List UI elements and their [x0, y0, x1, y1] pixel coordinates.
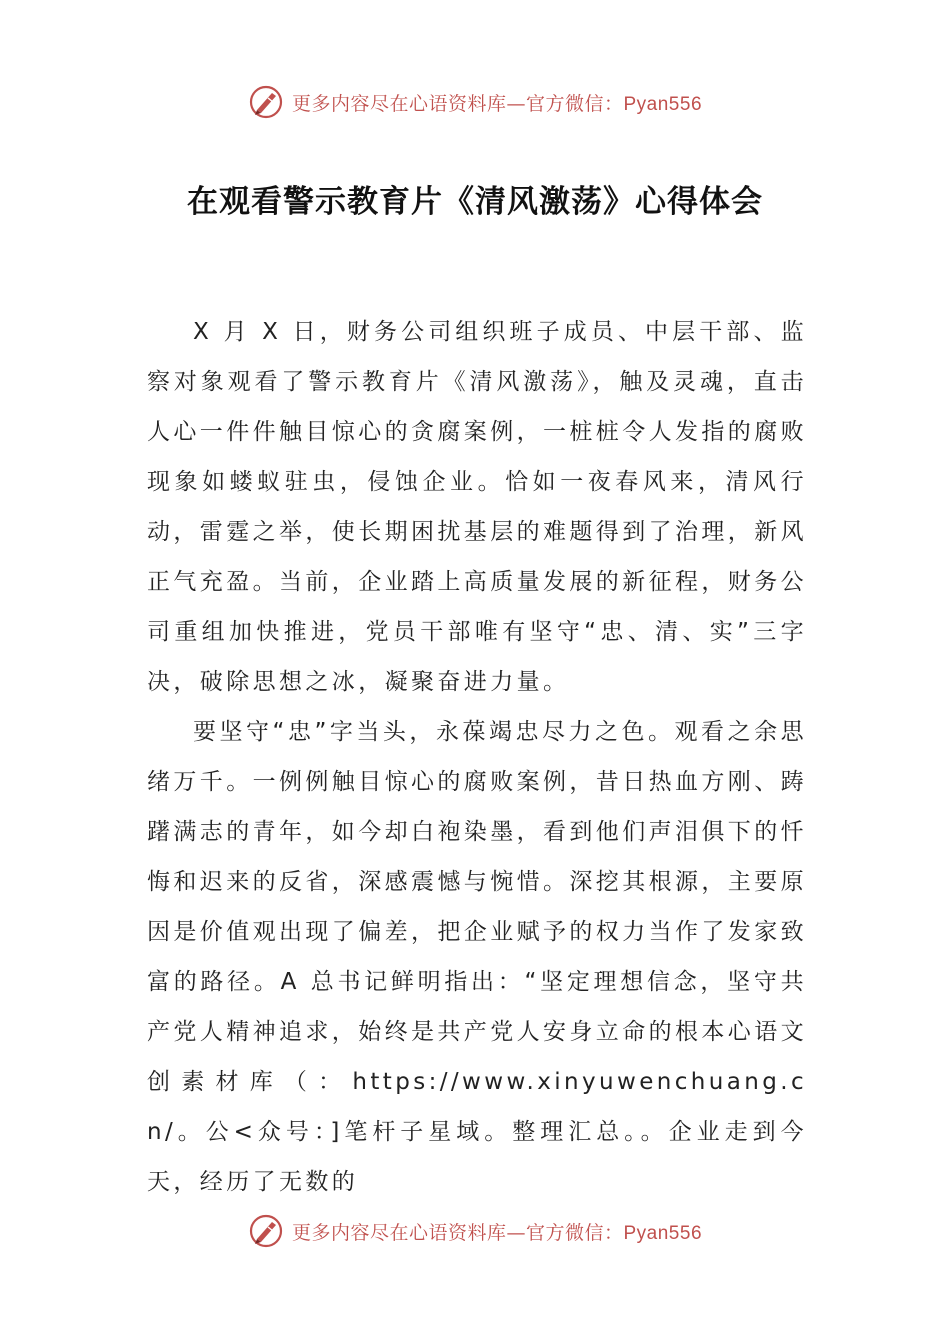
footer-banner-contact: 官方微信：Pyan556	[526, 1222, 703, 1244]
pen-logo-icon	[248, 1213, 284, 1249]
paragraph-1: X 月 X 日，财务公司组织班子成员、中层干部、监察对象观看了警示教育片《清风激荡》，触及灵魂，直击人心一件件触目惊心的贪腐案例，一桩桩令人发指的腐败现象如蝼蚁驻虫，侵蚀企业。恰如一夜春风来，清风行动，雷霆之举，使长期困扰基层的难题得到了治理，新风正气充盈。当前，企业踏上高质量发展的新征程，财务公司重组加快推进，党员干部唯有坚守“忠、清、实”三字决，破除思想之冰，凝聚奋进力量。	[147, 319, 807, 695]
header-banner-text: 更多内容尽在心语资料库—官方微信：Pyan556	[291, 92, 703, 115]
document-title: 在观看警示教育片《清风激荡》心得体会	[187, 184, 763, 220]
footer-banner	[0, 1211, 950, 1251]
header-banner	[0, 82, 950, 122]
pen-logo-icon	[248, 84, 284, 120]
document-body	[147, 307, 807, 1207]
footer-banner-text: 更多内容尽在心语资料库—官方微信：Pyan556	[291, 1221, 703, 1244]
paragraph-2: 要坚守“忠”字当头，永葆竭忠尽力之色。观看之余思绪万千。一例例触目惊心的腐败案例，昔日热血方刚、踌躇满志的青年，如今却白袍染墨，看到他们声泪俱下的忏悔和迟来的反省，深感震憾与惋惜。深挖其根源，主要原因是价值观出现了偏差，把企业赋予的权力当作了发家致富的路径。A 总书记鲜明指出：“坚定理想信念，坚守共产党人精神追求，始终是共产党人安身立命的根本心语文创素材库（：https://www.xinyuwenchuang.cn/。公<众号：]笔杆子星域。整理汇总。。企业走到今天，经历了无数的	[147, 719, 807, 1195]
header-banner-contact: 官方微信：Pyan556	[526, 93, 703, 115]
